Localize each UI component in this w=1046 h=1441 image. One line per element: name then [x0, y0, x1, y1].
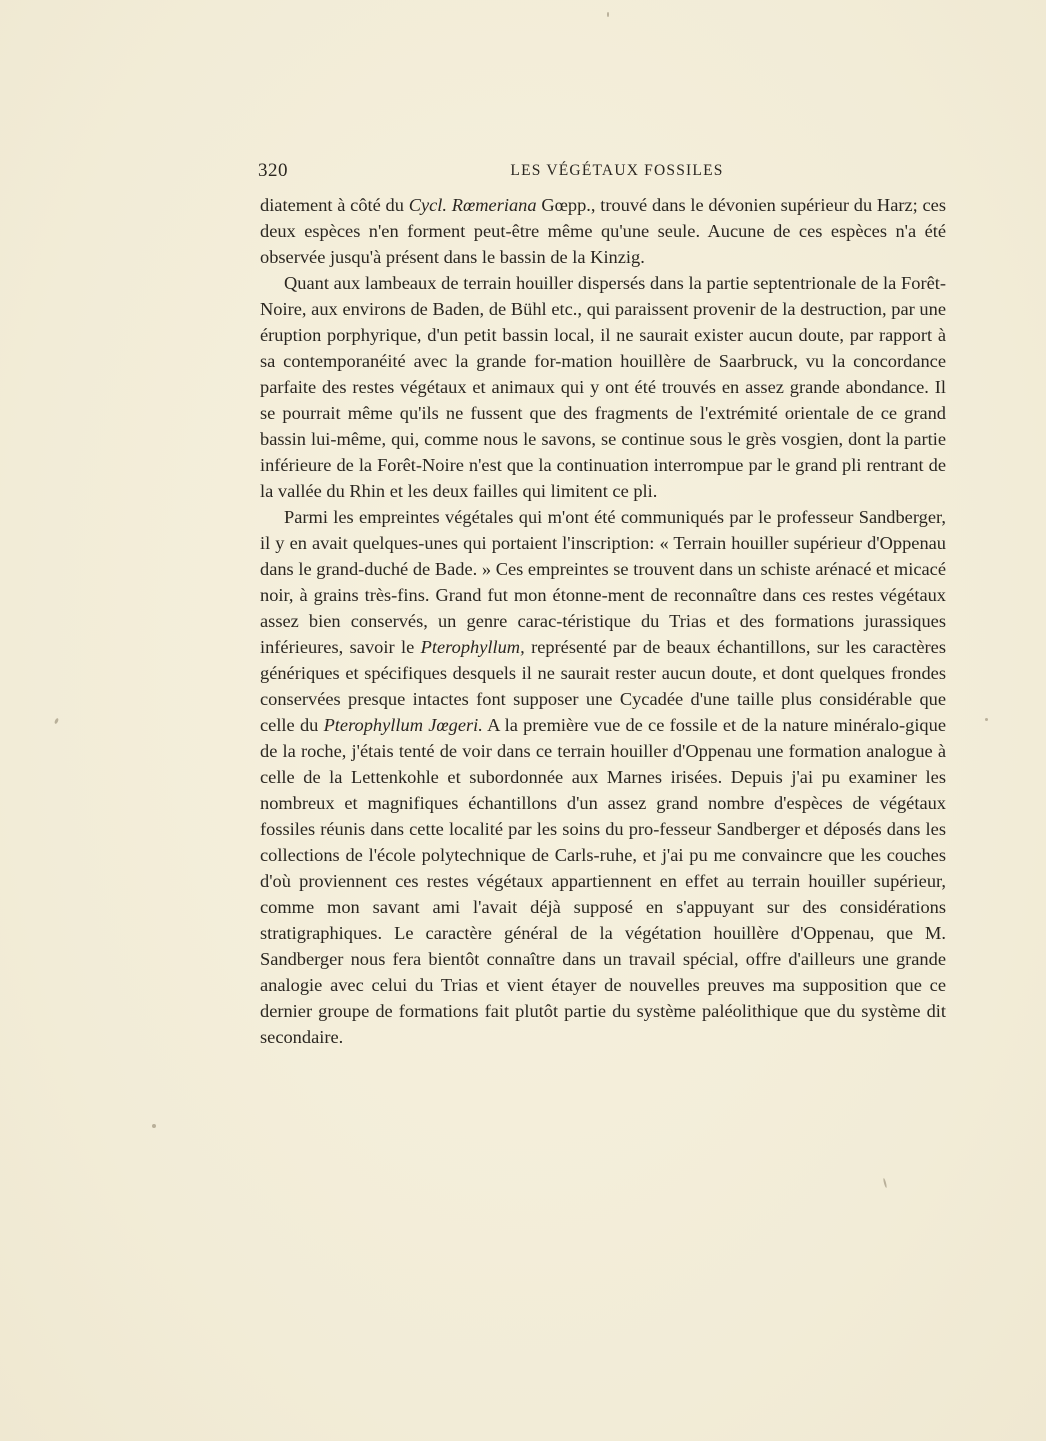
- page-number: 320: [258, 160, 288, 181]
- text-run: représenté par de beaux échantillons, sur les caractères génériques et spécifiques desquels il ne saurait rester aucun doute, et dont quelques frondes conservées presque intactes font supposer une Cycadée d'une taille plus considérable que celle du: [260, 637, 947, 735]
- text-run: diatement à côté du: [260, 195, 409, 215]
- paper-speck: [54, 718, 59, 725]
- italic-text: Pterophyllum,: [420, 637, 525, 657]
- text-run: Parmi les empreintes végétales qui m'ont été communiqués par le professeur Sandberger, il y en avait quelques-unes qui portaient l'inscription: « Terrain houiller supérieur d'Oppenau dans le grand-duché de Bade. » Ces empreintes se trouvent dans un schiste arénacé et micacé noir, à grains très-fins. Grand fut mon étonne-ment de reconnaître dans ces restes végétaux assez bien conservés, un genre carac-téristique du Trias et des formations jurassiques inférieures, savoir le: [260, 507, 946, 657]
- paragraph: [260, 504, 946, 1050]
- italic-text: Pterophyllum Jœgeri.: [323, 715, 483, 735]
- text-run: Quant aux lambeaux de terrain houiller dispersés dans la partie septentrionale de la Forêt-Noire, aux environs de Baden, de Bühl etc., qui paraissent provenir de la destruction, par une éruption porphyrique, d'un petit bassin local, il ne saurait exister aucun doute, par rapport à sa contemporanéité avec la grande for-mation houillère de Saarbruck, vu la concordance parfaite des restes végétaux et animaux qui y ont été trouvés en assez grande abondance. Il se pourrait même qu'ils ne fussent que des fragments de l'extrémité orientale de ce grand bassin lui-même, qui, comme nous le savons, se continue sous le grès vosgien, dont la partie inférieure de la Forêt-Noire n'est que la continuation interrompue par le grand pli rentrant de la vallée du Rhin et les deux failles qui limitent ce pli.: [260, 273, 946, 501]
- paper-speck: [883, 1178, 888, 1188]
- running-title: LES VÉGÉTAUX FOSSILES: [510, 162, 724, 179]
- paragraph: [260, 270, 946, 504]
- paragraph: [260, 192, 946, 270]
- text-run: A la première vue de ce fossile et de la nature minéralo-gique de la roche, j'étais tenté de voir dans ce terrain houiller d'Oppenau une formation analogue à celle de la Lettenkohle et subordonnée aux Marnes irisées. Depuis j'ai pu examiner les nombreux et magnifiques échantillons d'un assez grand nombre d'espèces de végétaux fossiles réunis dans cette localité par les soins du pro-fesseur Sandberger et déposés dans les collections de l'école polytechnique de Carls-ruhe, et j'ai pu me convaincre que les couches d'où proviennent ces restes végétaux appartiennent en effet au terrain houiller supérieur, comme mon savant ami l'avait déjà supposé en s'appuyant sur des considérations stratigraphiques. Le caractère général de la végétation houillère d'Oppenau, que M. Sandberger nous fera bientôt connaître dans un travail spécial, offre d'ailleurs une grande analogie avec celui du Trias et vient étayer de nouvelles preuves ma supposition que ce dernier groupe de formations fait plutôt partie du système paléolithique que du système dit secondaire.: [260, 715, 946, 1047]
- paper-speck: [152, 1124, 156, 1128]
- body-text: [260, 192, 946, 1050]
- paper-speck: [607, 12, 609, 17]
- running-head: [258, 160, 946, 186]
- italic-text: Cycl. Rœmeriana: [408, 195, 537, 215]
- text-run: Gœpp., trouvé dans le dévonien supérieur du Harz; ces deux espèces n'en forment peut-être même qu'une seule. Aucune de ces espèces n'a été observée jusqu'à présent dans le bassin de la Kinzig.: [260, 195, 946, 267]
- paper-speck: [985, 718, 988, 721]
